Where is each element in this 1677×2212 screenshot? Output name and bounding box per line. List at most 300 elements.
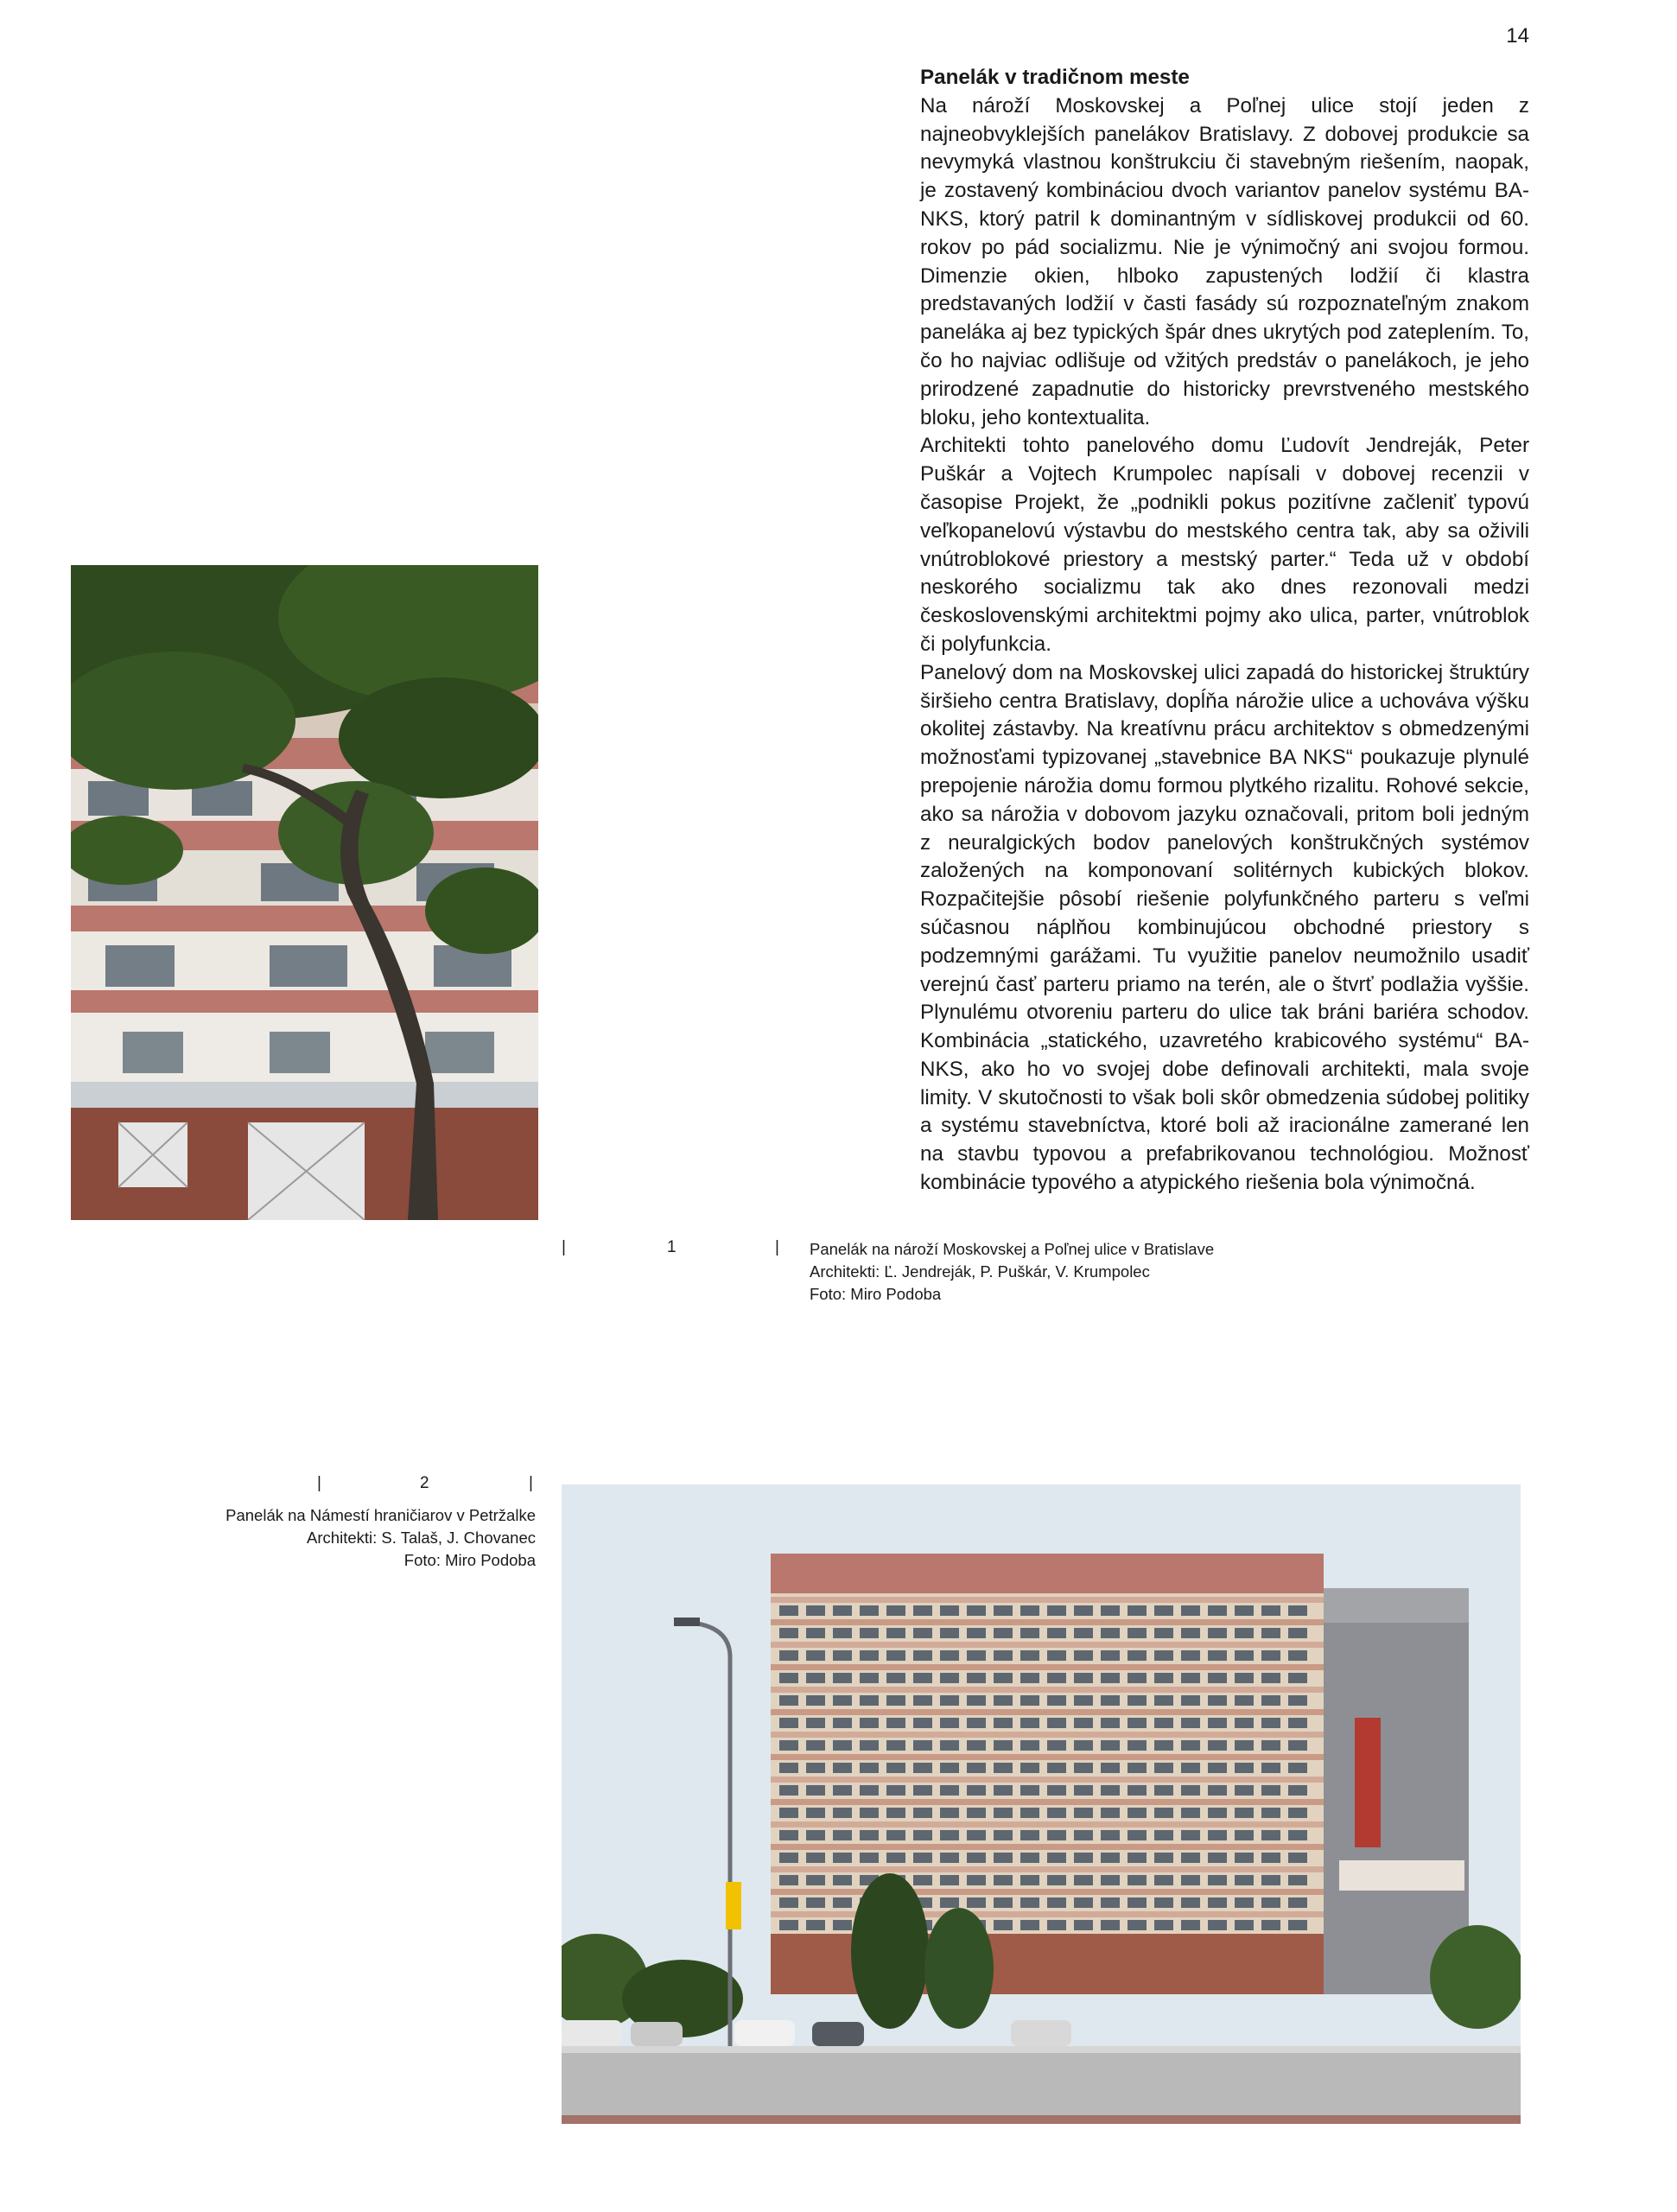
facade-window	[1261, 1897, 1280, 1908]
facade-window	[1288, 1718, 1307, 1728]
facade-window	[1261, 1605, 1280, 1616]
facade-window	[1020, 1718, 1039, 1728]
facade-window	[940, 1650, 959, 1661]
facade-window	[1020, 1897, 1039, 1908]
facade-window	[1047, 1875, 1066, 1885]
facade-window	[806, 1650, 825, 1661]
facade-window	[779, 1740, 798, 1751]
facade-window	[1181, 1628, 1200, 1638]
facade-window	[1235, 1605, 1254, 1616]
facade-window	[886, 1763, 905, 1773]
facade-window	[940, 1853, 959, 1863]
facade-window	[1047, 1650, 1066, 1661]
facade-window	[806, 1875, 825, 1885]
facade-window	[1181, 1920, 1200, 1930]
facade-window	[1074, 1830, 1093, 1840]
facade-window	[886, 1808, 905, 1818]
facade-window	[1288, 1808, 1307, 1818]
facade-window	[860, 1785, 879, 1796]
facade-window	[886, 1718, 905, 1728]
facade-window	[994, 1695, 1013, 1706]
facade-window	[1047, 1628, 1066, 1638]
facade-window	[1047, 1785, 1066, 1796]
facade-window	[1154, 1605, 1173, 1616]
facade-band	[771, 1709, 1324, 1715]
facade-window	[1235, 1718, 1254, 1728]
facade-window	[1020, 1763, 1039, 1773]
facade-window	[1261, 1808, 1280, 1818]
facade-window	[967, 1808, 986, 1818]
facade-window	[1261, 1718, 1280, 1728]
facade-window	[1208, 1920, 1227, 1930]
facade-window	[779, 1875, 798, 1885]
facade-window	[1261, 1763, 1280, 1773]
facade-window	[1208, 1763, 1227, 1773]
facade-window	[1101, 1673, 1120, 1683]
facade-band	[771, 1911, 1324, 1917]
figure-1-caption-line: Architekti: Ľ. Jendreják, P. Puškár, V. Krumpolec	[810, 1262, 1150, 1281]
facade-window	[1288, 1875, 1307, 1885]
facade-window	[1181, 1785, 1200, 1796]
facade-window	[1020, 1785, 1039, 1796]
facade-window	[1154, 1785, 1173, 1796]
facade-window	[1128, 1853, 1147, 1863]
facade-window	[1020, 1650, 1039, 1661]
facade-window	[1101, 1740, 1120, 1751]
facade-window	[1101, 1718, 1120, 1728]
facade-window	[860, 1650, 879, 1661]
facade-window	[1047, 1695, 1066, 1706]
facade-window	[1208, 1628, 1227, 1638]
facade-window	[913, 1628, 932, 1638]
facade-window	[886, 1853, 905, 1863]
facade-window	[1128, 1673, 1147, 1683]
facade-window	[779, 1605, 798, 1616]
facade-window	[779, 1853, 798, 1863]
facade-window	[833, 1830, 852, 1840]
facade-window	[1208, 1650, 1227, 1661]
facade-window	[1235, 1785, 1254, 1796]
facade-window	[994, 1897, 1013, 1908]
facade-window	[1208, 1718, 1227, 1728]
facade-window	[886, 1673, 905, 1683]
facade-window	[1020, 1875, 1039, 1885]
figure-1-caption-line: Foto: Miro Podoba	[810, 1285, 942, 1303]
facade-window	[1235, 1628, 1254, 1638]
facade-window	[1074, 1763, 1093, 1773]
facade-window	[940, 1740, 959, 1751]
facade-window	[1020, 1830, 1039, 1840]
facade-window	[967, 1650, 986, 1661]
facade-window	[1074, 1920, 1093, 1930]
facade-window	[1181, 1695, 1200, 1706]
facade-window	[1020, 1808, 1039, 1818]
facade-window	[806, 1673, 825, 1683]
facade-window	[860, 1673, 879, 1683]
facade-window	[967, 1875, 986, 1885]
facade-band	[771, 1866, 1324, 1872]
facade-window	[1235, 1808, 1254, 1818]
figure-2-caption-line: Architekti: S. Talaš, J. Chovanec	[307, 1529, 536, 1547]
facade-window	[833, 1763, 852, 1773]
facade-window	[1288, 1897, 1307, 1908]
facade-window	[1074, 1897, 1093, 1908]
facade-window	[1154, 1853, 1173, 1863]
facade-window	[1047, 1673, 1066, 1683]
facade-window	[806, 1628, 825, 1638]
facade-window	[886, 1785, 905, 1796]
facade-window	[1208, 1695, 1227, 1706]
facade-window	[833, 1853, 852, 1863]
facade-window	[779, 1650, 798, 1661]
facade-window	[1101, 1695, 1120, 1706]
facade-window	[779, 1718, 798, 1728]
article-paragraph-1: Na nároží Moskovskej a Poľnej ulice stojí jeden z najneobvyklejších panelákov Bratislavy. Z dobovej produkcie sa nevymyká vlastnou konštrukciu či stavebným riešením, naopak, je zostavený kombináciou dvoch variantov panelov systému BA-NKS, ktorý patril k dominantným v sídliskovej produkcii od 60. rokov po pád socializmu. Nie je výnimočný ani svojou formou. Dimenzie okien, hlboko zapustených lodžií či klastra predstavaných lodžií v časti fasády sú rozpoznateľným znakom paneláka aj bez typických špár dnes ukrytých pod zateplením. To, čo ho najviac odlišuje od vžitých predstáv o panelákoch, je jeho prirodzené zapadnutie do historicky prevrstveného mestského bloku, jeho kontextualita.	[920, 93, 1529, 429]
figure-1-caption	[810, 1238, 1483, 1306]
facade-window	[833, 1920, 852, 1930]
facade-window	[1128, 1695, 1147, 1706]
facade-window	[994, 1673, 1013, 1683]
facade-window	[1101, 1830, 1120, 1840]
facade-window	[913, 1740, 932, 1751]
facade-window	[1261, 1673, 1280, 1683]
facade-band	[771, 1777, 1324, 1783]
facade-window	[1235, 1740, 1254, 1751]
facade-window	[1074, 1853, 1093, 1863]
facade-window	[1235, 1830, 1254, 1840]
facade-window	[913, 1718, 932, 1728]
facade-window	[1235, 1673, 1254, 1683]
facade-window	[1235, 1875, 1254, 1885]
facade-window	[1047, 1808, 1066, 1818]
facade-window	[1101, 1897, 1120, 1908]
facade-window	[1047, 1853, 1066, 1863]
facade-window	[1101, 1785, 1120, 1796]
facade-band	[771, 1687, 1324, 1693]
facade-window	[886, 1740, 905, 1751]
facade-window	[967, 1897, 986, 1908]
facade-window	[1288, 1650, 1307, 1661]
facade-window	[1128, 1785, 1147, 1796]
figure-1-marker-left: |	[562, 1238, 566, 1256]
facade-window	[1261, 1650, 1280, 1661]
facade-window	[940, 1718, 959, 1728]
facade-window	[1288, 1605, 1307, 1616]
facade-window	[940, 1875, 959, 1885]
facade-window	[913, 1853, 932, 1863]
figure-2-caption-line: Panelák na Námestí hraničiarov v Petržalke	[226, 1506, 536, 1524]
facade-window	[1020, 1920, 1039, 1930]
facade-window	[940, 1695, 959, 1706]
facade-window	[779, 1673, 798, 1683]
facade-window	[1047, 1605, 1066, 1616]
facade-band	[771, 1821, 1324, 1827]
facade-window	[806, 1763, 825, 1773]
facade-window	[833, 1628, 852, 1638]
facade-window	[1020, 1628, 1039, 1638]
facade-window	[1047, 1830, 1066, 1840]
facade-window	[1261, 1853, 1280, 1863]
facade-window	[886, 1830, 905, 1840]
facade-window	[1128, 1830, 1147, 1840]
facade-window	[1047, 1763, 1066, 1773]
facade-window	[940, 1605, 959, 1616]
facade-window	[994, 1830, 1013, 1840]
facade-window	[994, 1875, 1013, 1885]
facade-band	[771, 1664, 1324, 1670]
facade-band	[771, 1732, 1324, 1738]
facade-window	[1288, 1695, 1307, 1706]
facade-window	[1074, 1785, 1093, 1796]
facade-window	[940, 1830, 959, 1840]
photo-moskovska-building	[71, 565, 538, 1220]
facade-window	[913, 1808, 932, 1818]
facade-window	[1020, 1740, 1039, 1751]
facade-window	[886, 1628, 905, 1638]
facade-window	[967, 1785, 986, 1796]
facade-window	[779, 1628, 798, 1638]
facade-window	[1181, 1718, 1200, 1728]
facade-window	[967, 1628, 986, 1638]
facade-window	[806, 1897, 825, 1908]
figure-1-caption-line: Panelák na nároží Moskovskej a Poľnej ulice v Bratislave	[810, 1240, 1215, 1258]
facade-window	[1235, 1897, 1254, 1908]
facade-window	[1128, 1920, 1147, 1930]
facade-window	[860, 1808, 879, 1818]
facade-window	[860, 1740, 879, 1751]
facade-window	[1181, 1673, 1200, 1683]
facade-window	[1074, 1673, 1093, 1683]
facade-window	[913, 1875, 932, 1885]
facade-window	[967, 1853, 986, 1863]
facade-window	[1261, 1695, 1280, 1706]
facade-window	[913, 1695, 932, 1706]
facade-window	[1261, 1875, 1280, 1885]
facade-window	[1047, 1740, 1066, 1751]
facade-window	[994, 1718, 1013, 1728]
facade-window	[1235, 1763, 1254, 1773]
facade-window	[1020, 1673, 1039, 1683]
facade-window	[1288, 1785, 1307, 1796]
facade-band	[771, 1799, 1324, 1805]
figure-2-marker-left: |	[317, 1474, 321, 1492]
facade-window	[779, 1695, 798, 1706]
facade-window	[1074, 1650, 1093, 1661]
facade-window	[1181, 1897, 1200, 1908]
facade-window	[806, 1785, 825, 1796]
facade-window	[1208, 1740, 1227, 1751]
facade-window	[1235, 1920, 1254, 1930]
facade-window	[1074, 1695, 1093, 1706]
facade-window	[1288, 1628, 1307, 1638]
facade-window	[1208, 1808, 1227, 1818]
facade-window	[1128, 1650, 1147, 1661]
facade-window	[1208, 1875, 1227, 1885]
facade-window	[1154, 1808, 1173, 1818]
facade-window	[913, 1830, 932, 1840]
facade-window	[1261, 1920, 1280, 1930]
facade-window	[779, 1763, 798, 1773]
facade-window	[913, 1605, 932, 1616]
facade-window	[1208, 1673, 1227, 1683]
facade-window	[1261, 1785, 1280, 1796]
facade-window	[1181, 1808, 1200, 1818]
facade-window	[1074, 1740, 1093, 1751]
facade-window	[967, 1830, 986, 1840]
facade-window	[833, 1650, 852, 1661]
facade-window	[1154, 1763, 1173, 1773]
facade-window	[1261, 1628, 1280, 1638]
facade-window	[1208, 1853, 1227, 1863]
facade-window	[1288, 1763, 1307, 1773]
facade-window	[940, 1808, 959, 1818]
facade-window	[779, 1897, 798, 1908]
facade-window	[1074, 1808, 1093, 1818]
facade-window	[940, 1785, 959, 1796]
facade-window	[1181, 1853, 1200, 1863]
figure-2-caption	[86, 1504, 536, 1572]
facade-window	[940, 1763, 959, 1773]
facade-window	[1208, 1785, 1227, 1796]
facade-window	[994, 1740, 1013, 1751]
facade-window	[1235, 1650, 1254, 1661]
facade-window	[1128, 1897, 1147, 1908]
facade-window	[1101, 1628, 1120, 1638]
facade-window	[1154, 1673, 1173, 1683]
facade-band	[771, 1754, 1324, 1760]
facade-window	[913, 1650, 932, 1661]
facade-window	[940, 1897, 959, 1908]
facade-window	[1074, 1875, 1093, 1885]
facade-window	[833, 1718, 852, 1728]
facade-window	[940, 1628, 959, 1638]
facade-band	[771, 1619, 1324, 1625]
facade-window	[1020, 1605, 1039, 1616]
facade-window	[779, 1785, 798, 1796]
facade-window	[1154, 1740, 1173, 1751]
facade-band	[771, 1642, 1324, 1648]
facade-window	[1074, 1718, 1093, 1728]
facade-window	[1154, 1718, 1173, 1728]
facade-window	[806, 1853, 825, 1863]
facade-window	[1074, 1605, 1093, 1616]
facade-window	[994, 1650, 1013, 1661]
facade-window	[1235, 1853, 1254, 1863]
facade-window	[1261, 1830, 1280, 1840]
facade-window	[994, 1853, 1013, 1863]
facade-window	[1154, 1650, 1173, 1661]
facade-window	[886, 1605, 905, 1616]
facade-window	[1047, 1920, 1066, 1930]
figure-1-marker-right: |	[775, 1238, 779, 1256]
facade-window	[1181, 1605, 1200, 1616]
facade-window	[1128, 1628, 1147, 1638]
facade-window	[806, 1740, 825, 1751]
facade-window	[1181, 1875, 1200, 1885]
facade-window	[1101, 1650, 1120, 1661]
facade-window	[833, 1695, 852, 1706]
facade-window	[1261, 1740, 1280, 1751]
figure-2-marker-right: |	[529, 1474, 533, 1492]
photo-moskovska-illustration	[71, 565, 538, 1220]
facade-window	[994, 1920, 1013, 1930]
facade-window	[779, 1808, 798, 1818]
article-title: Panelák v tradičnom meste	[920, 66, 1190, 89]
facade-window	[994, 1785, 1013, 1796]
facade-window	[1047, 1897, 1066, 1908]
facade-window	[913, 1673, 932, 1683]
facade-window	[1128, 1875, 1147, 1885]
figure-2-number: 2	[420, 1474, 429, 1492]
photo-petrzalka-building	[562, 1484, 1521, 2124]
facade-band	[771, 1597, 1324, 1603]
facade-window	[940, 1673, 959, 1683]
facade-window	[1288, 1673, 1307, 1683]
article	[920, 64, 1529, 1198]
facade-window	[1047, 1718, 1066, 1728]
facade-window	[1128, 1740, 1147, 1751]
facade-window	[994, 1808, 1013, 1818]
facade-window	[860, 1695, 879, 1706]
page-number: 14	[1506, 24, 1529, 48]
facade-window	[1101, 1605, 1120, 1616]
facade-window	[886, 1650, 905, 1661]
facade-window	[860, 1830, 879, 1840]
facade-window	[860, 1605, 879, 1616]
facade-window	[806, 1830, 825, 1840]
facade-window	[1101, 1920, 1120, 1930]
facade-window	[994, 1628, 1013, 1638]
facade-window	[1208, 1830, 1227, 1840]
facade-window	[833, 1785, 852, 1796]
article-paragraph-3: Panelový dom na Moskovskej ulici zapadá do historickej štruktúry širšieho centra Bratislavy, dopĺňa nárožie ulice a uchováva výšku okolitej zástavby. Na kreatívnu prácu architektov s obmedzenými možnosťami typizovanej „stavebnice BA NKS“ poukazuje plynulé prepojenie nárožia domu formou plytkého rizalitu. Rohové sekcie, ako sa nárožia v dobovom jazyku označovali, pritom boli jedným z neuralgických bodov panelových konštrukčných systémov založených na komponovaní solitérnych kubických blokov. Rozpačitejšie pôsobí riešenie polyfunkčného parteru s veľmi súčasnou náplňou kombinujúcou obchodné priestory s podzemnými garážami. Tu využitie panelov neumožnilo usadiť verejnú časť parteru priamo na terén, ale o štvrť podlažia vyššie. Plynulému otvoreniu parteru do ulice tak bráni bariéra schodov. Kombinácia „statického, uzavretého krabicového systému“ BA-NKS, ako ho vo svojej dobe definovali architekti, mala svoje limity. V skutočnosti to však boli skôr obmedzenia súdobej politiky a systému stavebníctva, ktoré boli až iracionálne zamerané len na stavbu typovou a prefabrikovanou technológiou. Možnosť kombinácie typového a atypického riešenia bola výnimočná.	[920, 660, 1529, 1195]
facade-window	[833, 1897, 852, 1908]
facade-window	[994, 1605, 1013, 1616]
facade-window	[913, 1785, 932, 1796]
facade-window	[779, 1830, 798, 1840]
facade-window	[967, 1763, 986, 1773]
facade-window	[806, 1718, 825, 1728]
facade-window	[1020, 1853, 1039, 1863]
facade-window	[1101, 1808, 1120, 1818]
facade-window	[1128, 1605, 1147, 1616]
facade-band	[771, 1889, 1324, 1895]
facade-window	[1154, 1830, 1173, 1840]
facade-window	[833, 1605, 852, 1616]
facade-window	[1208, 1605, 1227, 1616]
facade-window	[833, 1808, 852, 1818]
facade-window	[1154, 1897, 1173, 1908]
facade-window	[967, 1718, 986, 1728]
facade-window	[994, 1763, 1013, 1773]
facade-band	[771, 1844, 1324, 1850]
facade-window	[1288, 1920, 1307, 1930]
facade-window	[1181, 1740, 1200, 1751]
facade-window	[967, 1673, 986, 1683]
photo-petrzalka-illustration	[562, 1484, 1521, 2124]
facade-window	[833, 1740, 852, 1751]
facade-window	[1288, 1740, 1307, 1751]
figure-1-number: 1	[667, 1238, 677, 1256]
facade-window	[1288, 1853, 1307, 1863]
facade-window	[833, 1673, 852, 1683]
facade-window	[1101, 1763, 1120, 1773]
facade-window	[1128, 1763, 1147, 1773]
facade-window	[860, 1853, 879, 1863]
facade-window	[1181, 1763, 1200, 1773]
article-paragraph-2: Architekti tohto panelového domu Ľudovít Jendreják, Peter Puškár a Vojtech Krumpolec napísali v dobovej recenzii v časopise Projekt, že „podnikli pokus pozitívne začleniť typovú veľkopanelovú výstavbu do mestského centra tak, aby sa oživili vnútroblokové priestory a mestský parter.“ Teda už v období neskorého socializmu tak ako dnes rezonovali medzi československými architektmi pojmy ako ulica, parter, vnútroblok či polyfunkcia.	[920, 434, 1529, 656]
facade-window	[1288, 1830, 1307, 1840]
